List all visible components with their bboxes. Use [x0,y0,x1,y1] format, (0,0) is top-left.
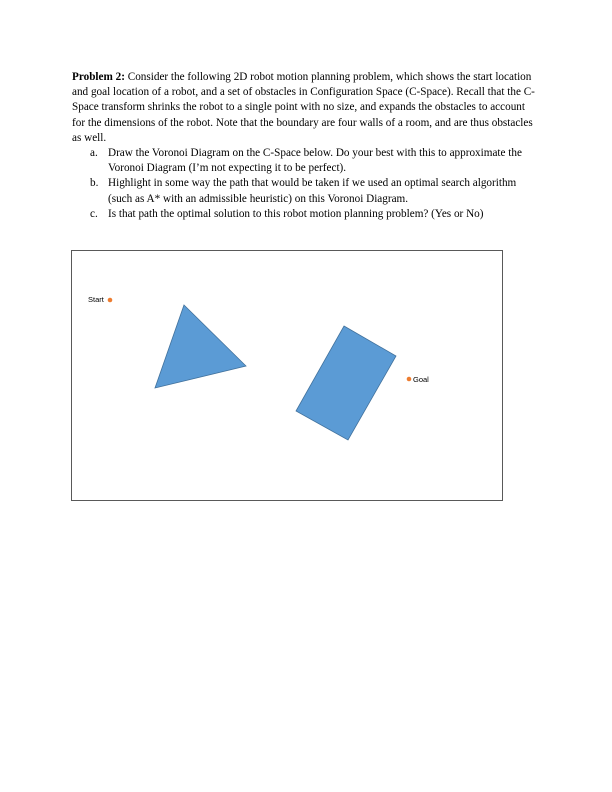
question-marker-a: a. [90,147,98,160]
problem-intro-text: Consider the following 2D robot motion planning problem, which shows the start location and goal location of a robot, and a set of obstacles in Configuration Space (C-Space). Recall that the C-Space transform shrinks the robot to a single point with no size, and expands the obstacles to account for the dimensions of the robot. Note that the boundary are four walls of a room, and are thus obstacles as well. [72,71,535,144]
start-label: Start [88,295,104,304]
question-item-b [72,176,540,206]
problem-label: Problem 2: [72,71,125,83]
question-list [72,146,540,222]
question-text-b: Highlight in some way the path that would be taken if we used an optimal search algorithm (such as A* with an admissible heuristic) on this Voronoi Diagram. [108,177,517,205]
question-text-c: Is that path the optimal solution to this robot motion planning problem? (Yes or No) [108,207,484,220]
problem-statement [72,70,540,222]
question-item-c [72,207,540,222]
goal-label: Goal [413,375,429,384]
question-marker-c: c. [90,207,98,220]
cspace-diagram [72,251,504,502]
start-marker [108,298,113,303]
goal-marker [407,377,412,382]
question-item-a [72,146,540,176]
triangle-obstacle [155,305,246,388]
question-text-a: Draw the Voronoi Diagram on the C-Space below. Do your best with this to approximate the Voronoi Diagram (I’m not expecting it to be perfect). [108,147,522,175]
problem-intro [72,70,540,146]
rectangle-obstacle [296,326,396,440]
cspace-room-boundary [71,250,503,501]
question-marker-b: b. [90,177,99,190]
